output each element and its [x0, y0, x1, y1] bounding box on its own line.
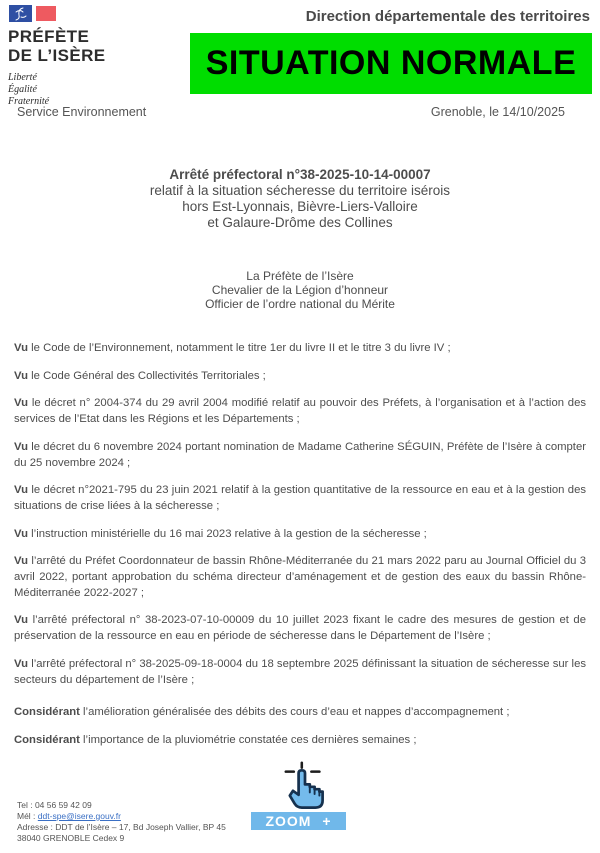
- vu-text: l’arrêté préfectoral n° 38-2023-07-10-00009 du 10 juillet 2023 fixant le cadre des mesures de gestion et de préservation de la ressource en eau en période de sécheresse dans le Département de l’Isère ;: [14, 614, 586, 643]
- status-banner: [190, 33, 592, 94]
- vu-paragraph: [14, 527, 586, 543]
- authority-line1: La Préfète de l’Isère: [246, 269, 354, 283]
- vu-paragraph: [14, 483, 586, 514]
- considerant-lead: Considérant: [14, 733, 80, 746]
- vu-text: le Code de l’Environnement, notamment le titre 1er du livre II et le titre 3 du livre IV ;: [31, 342, 451, 354]
- vu-lead: Vu: [14, 397, 29, 410]
- prefecture-name: [8, 27, 188, 65]
- zoom-control[interactable]: [251, 759, 347, 830]
- vu-lead: Vu: [14, 527, 29, 540]
- footer-mel-label: Mél :: [17, 811, 36, 821]
- status-banner-label: SITUATION NORMALE: [205, 44, 577, 82]
- vu-paragraph: [14, 657, 586, 688]
- vu-paragraph: [14, 440, 586, 471]
- authority-block: [0, 269, 600, 311]
- vu-lead: Vu: [14, 369, 29, 382]
- marianne-profile-icon: [9, 5, 32, 22]
- footer-mel-line: [17, 811, 226, 822]
- decree-body: [14, 341, 586, 761]
- vu-paragraph: [14, 341, 586, 357]
- republic-logo-block: [8, 5, 188, 108]
- vu-text: le Code Général des Collectivités Territoriales ;: [31, 369, 266, 382]
- considerant-text: l’amélioration généralisée des débits des cours d’eau et nappes d’accompagnement ;: [83, 706, 510, 719]
- prefecture-name-line2: DE L’ISÈRE: [8, 46, 106, 65]
- vu-paragraph: [14, 369, 586, 385]
- considerant-paragraph: [14, 705, 586, 721]
- vu-paragraph: [14, 554, 586, 601]
- motto-fraternite: Fraternité: [8, 96, 50, 107]
- vu-lead: Vu: [14, 555, 29, 568]
- click-hand-icon: [281, 759, 329, 813]
- contact-footer: [17, 800, 226, 844]
- decree-subtitle-line2: hors Est-Lyonnais, Bièvre-Liers-Valloire: [182, 199, 418, 214]
- authority-line2: Chevalier de la Légion d’honneur: [211, 283, 389, 297]
- considerant-paragraph: [14, 733, 586, 749]
- decree-number-title: Arrêté préfectoral n°38-2025-10-14-00007: [169, 167, 431, 182]
- vu-lead: Vu: [14, 342, 29, 354]
- motto-egalite: Égalité: [8, 84, 37, 95]
- considerant-lead: Considérant: [14, 706, 80, 719]
- considerant-text: l’importance de la pluviométrie constatée ces dernières semaines ;: [83, 733, 417, 746]
- decree-subtitle-line3: et Galaure-Drôme des Collines: [207, 215, 393, 230]
- vu-text: le décret du 6 novembre 2024 portant nomination de Madame Catherine SÉGUIN, Préfète de l’Isère à compter du 25 novembre 2024 ;: [14, 440, 586, 469]
- zoom-plus-button[interactable]: ZOOM +: [251, 812, 346, 830]
- flag-red-panel: [36, 6, 56, 21]
- footer-tel: Tel : 04 56 59 42 09: [17, 800, 92, 810]
- motto-liberte: Liberté: [8, 72, 37, 83]
- vu-text: le décret n° 2004-374 du 29 avril 2004 modifié relatif au pouvoir des Préfets, à l’organisation et à l’action des services de l’Etat dans les Régions et les Départements ;: [14, 397, 586, 426]
- flag-blue-panel-marianne-icon: [9, 5, 32, 22]
- authority-line3: Officier de l’ordre national du Mérite: [205, 297, 395, 311]
- vu-lead: Vu: [14, 657, 29, 670]
- direction-header: Direction départementale des territoires: [305, 8, 590, 25]
- vu-text: l’arrêté préfectoral n° 38-2025-09-18-0004 du 18 septembre 2025 définissant la situation de sécheresse sur les secteurs du département de l’Isère ;: [14, 657, 586, 686]
- vu-lead: Vu: [14, 484, 29, 497]
- vu-lead: Vu: [14, 440, 29, 453]
- vu-text: l’arrêté du Préfet Coordonnateur de bassin Rhône-Méditerranée du 21 mars 2022 paru au Journal Officiel du 3 avril 2022, portant approbation du schéma directeur d’aménagement et de gestion des eaux du bassin Rhône-Méditerranée 2022-2027 ;: [14, 555, 586, 599]
- vu-text: le décret n°2021-795 du 23 juin 2021 relatif à la gestion quantitative de la ressource en eau et à la gestion des situations de crise liées à la sécheresse ;: [14, 484, 586, 512]
- footer-address-line1: Adresse : DDT de l’Isère – 17, Bd Joseph Vallier, BP 45: [17, 822, 226, 832]
- decree-subtitle-line1: relatif à la situation sécheresse du territoire isérois: [149, 183, 451, 198]
- vu-paragraph: [14, 396, 586, 427]
- prefecture-name-line1: PRÉFÈTE: [8, 27, 90, 46]
- vu-paragraph: [14, 613, 586, 644]
- place-date: Grenoble, le 14/10/2025: [430, 105, 565, 119]
- french-flag-icon: [9, 5, 188, 23]
- vu-text: l’instruction ministérielle du 16 mai 2023 relative à la gestion de la sécheresse ;: [31, 527, 427, 540]
- republic-motto: [8, 72, 188, 108]
- footer-address-line2: 38040 GRENOBLE Cedex 9: [17, 833, 125, 843]
- decree-title-block: [0, 167, 600, 231]
- service-label: Service Environnement: [17, 105, 147, 119]
- vu-lead: Vu: [14, 614, 29, 627]
- email-link[interactable]: ddt-spe@isere.gouv.fr: [37, 811, 121, 821]
